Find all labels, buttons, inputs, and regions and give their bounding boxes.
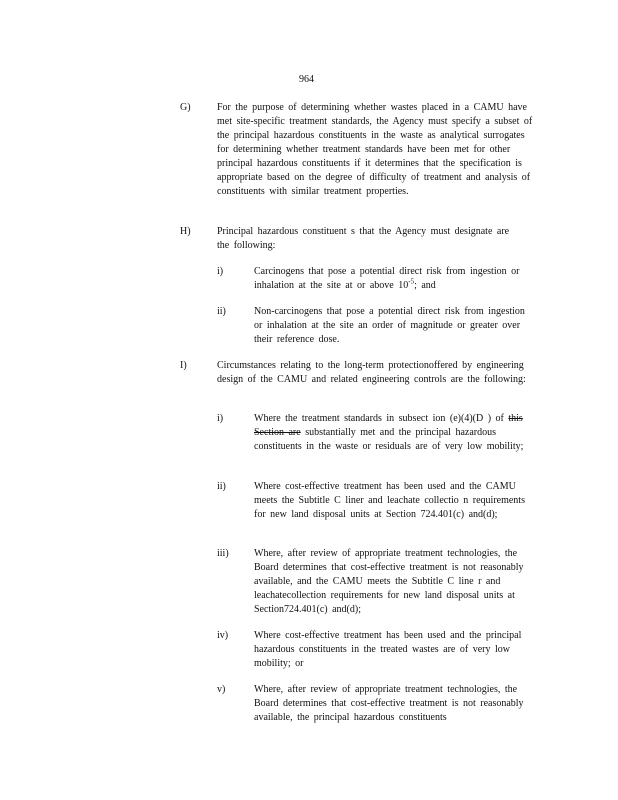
item-text: Circumstances relating to the long-term protectionoffered by engineering design of the CAMU and related engineering controls are the following: <box>217 360 526 385</box>
item-text-tail: ; and <box>414 280 436 291</box>
item-text: Where cost-effective treatment has been used and the principal hazardous constituents in the treated wastes are of very low mobility; or <box>254 630 522 669</box>
item-marker: G) <box>180 102 191 113</box>
page-number: 964 <box>299 74 314 85</box>
struck-text: this Section are <box>254 413 523 438</box>
item-marker: ii) <box>217 306 226 317</box>
item-marker: I) <box>180 360 187 371</box>
item-marker: i) <box>217 413 224 424</box>
item-marker: H) <box>180 226 191 237</box>
item-text <box>254 265 536 293</box>
item-text: Where, after review of appropriate treatment technologies, the Board determines that cost-effective treatment is not reasonably available, and the CAMU meets the Subtitle C line r and leachatecollection requirements for new land disposal units at Section724.401(c) and(d); <box>254 548 524 615</box>
item-text: Where cost-effective treatment has been used and the CAMU meets the Subtitle C liner and leachate collectio n requirements for new land disposal units at Section 724.401(c) and(d); <box>254 481 525 520</box>
item-text: For the purpose of determining whether wastes placed in a CAMU have met site-specific treatment standards, the Agency must specify a subset of the principal hazardous constituents in the waste as analytical surrogates for determining whether treatment standards have been met for other principal hazardous constituents if it determines that the specification is appropriate based on the degree of difficulty of treatment and analysis of constituents with similar treatment properties. <box>217 102 533 197</box>
item-marker: i) <box>217 266 224 277</box>
item-text: Non-carcinogens that pose a potential direct risk from ingestion or inhalation at the site an order of magnitude or greater over their reference dose. <box>254 306 525 345</box>
item-text: Where, after review of appropriate treatment technologies, the Board determines that cost-effective treatment is not reasonably available, the principal hazardous constituents <box>254 684 524 723</box>
item-text <box>254 412 536 454</box>
exponent: -5 <box>408 277 415 286</box>
item-marker: ii) <box>217 481 226 492</box>
item-text-tail: substantially met and the principal hazardous constituents in the waste or residuals are of very low mobility; <box>254 427 524 452</box>
item-marker: v) <box>217 684 226 695</box>
item-text: Principal hazardous constituent s that the Agency must designate are the following: <box>217 226 510 251</box>
item-text-main: Carcinogens that pose a potential direct risk from ingestion or inhalation at the site at or above 10 <box>254 266 520 291</box>
item-text-main: Where the treatment standards in subsect ion (e)(4)(D ) of <box>254 413 504 424</box>
item-marker: iv) <box>217 630 229 641</box>
item-marker: iii) <box>217 548 229 559</box>
